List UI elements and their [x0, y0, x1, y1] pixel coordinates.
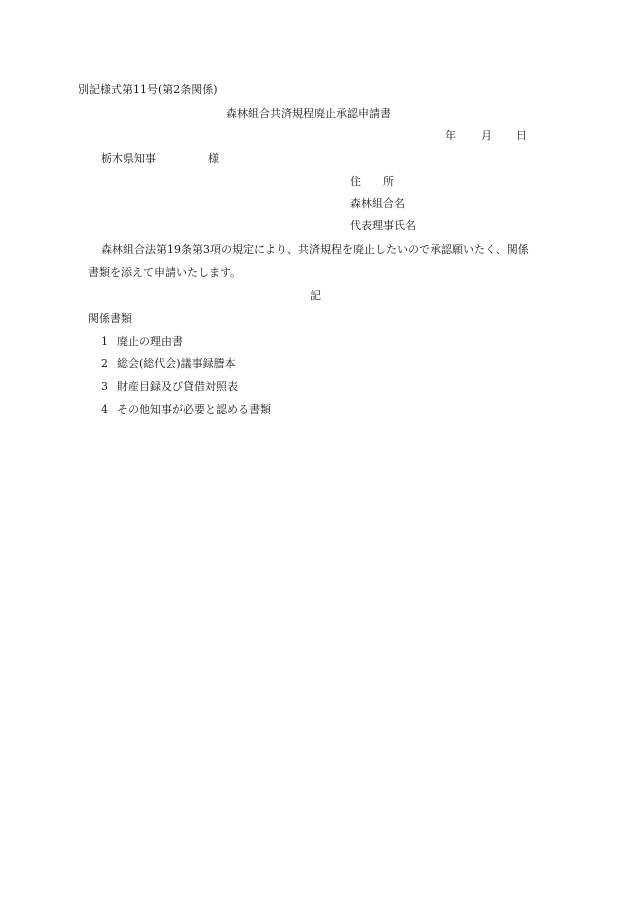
related-documents-heading: 関係書類 — [88, 312, 132, 325]
representative-name-label: 代表理事氏名 — [350, 219, 416, 232]
item-number: 1 — [101, 335, 108, 348]
item-number: 4 — [101, 403, 108, 416]
item-text: 財産目録及び貸借対照表 — [117, 380, 238, 393]
item-number: 2 — [101, 357, 108, 370]
body-text-line-1: 森林組合法第19条第3項の規定により、共済規程を廃止したいので承認願いたく、関係 — [101, 243, 529, 256]
addressee: 栃木県知事 — [101, 152, 156, 165]
body-text-line-2: 書類を添えて申請いたします。 — [88, 266, 242, 279]
related-document-item — [101, 380, 238, 394]
document-title: 森林組合共済規程廃止承認申請書 — [226, 107, 391, 120]
honorific: 様 — [208, 152, 219, 165]
item-text: 総会(総代会)議事録謄本 — [117, 357, 236, 370]
address-label — [350, 175, 394, 189]
item-text: 廃止の理由書 — [117, 335, 183, 348]
related-document-item — [101, 403, 271, 417]
association-name-label: 森林組合名 — [350, 197, 405, 210]
form-number: 別記様式第11号(第2条関係) — [78, 83, 218, 96]
related-document-item — [101, 357, 236, 371]
date-day-label: 日 — [516, 129, 527, 142]
item-text: その他知事が必要と認める書類 — [117, 403, 271, 416]
date-year-label: 年 — [445, 129, 456, 142]
item-number: 3 — [101, 380, 108, 393]
address-label-part-b: 所 — [383, 175, 394, 188]
date-month-label: 月 — [481, 129, 492, 142]
ki-heading: 記 — [310, 289, 321, 302]
address-label-part-a: 住 — [350, 175, 361, 188]
related-document-item — [101, 335, 183, 349]
